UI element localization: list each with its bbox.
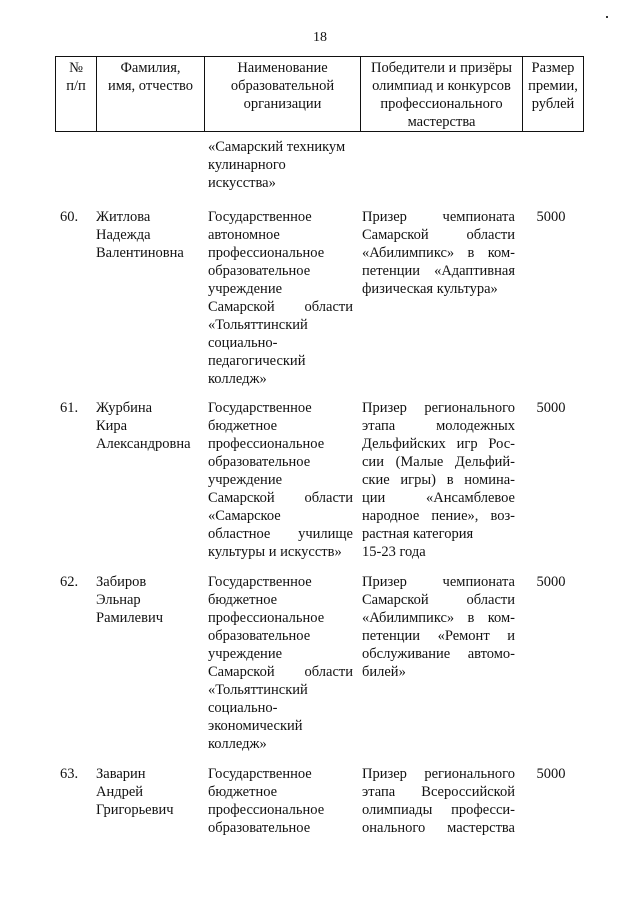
- text-line: билей»: [362, 664, 406, 680]
- text-line: педагогический: [208, 353, 306, 369]
- text-line: областное училище: [208, 526, 353, 542]
- text-line: ские игры) в номина-: [362, 472, 515, 488]
- text-line: «Абилимпикс» в ком-: [362, 610, 515, 626]
- text-line: экономический: [208, 718, 303, 734]
- text-line: автономное: [208, 227, 280, 243]
- row-number: 63.: [60, 766, 79, 782]
- text-line: профессиональное: [208, 436, 325, 452]
- header-line: Наименование: [237, 60, 328, 76]
- text-line: учреждение: [208, 281, 283, 297]
- header-name: [97, 57, 204, 131]
- text-line: обслуживание автомо-: [362, 646, 515, 662]
- prize-cell: [362, 573, 515, 681]
- text-line: Забиров: [96, 574, 147, 590]
- text-line: Государственное: [208, 209, 312, 225]
- row-number: 60.: [60, 209, 79, 225]
- text-line: Самарской области: [208, 490, 353, 506]
- header-line: организации: [243, 96, 322, 112]
- text-line: народное пение», воз-: [362, 508, 515, 524]
- row-number: 62.: [60, 574, 79, 590]
- text-line: образовательное: [208, 820, 311, 836]
- text-line: растная категория: [362, 526, 474, 542]
- text-line: «Самарское: [208, 508, 281, 524]
- text-line: Надежда: [96, 227, 151, 243]
- text-line: бюджетное: [208, 418, 278, 434]
- header-org: [205, 57, 360, 131]
- text-line: Кира: [96, 418, 128, 434]
- header-line: Фамилия,: [120, 60, 181, 76]
- text-line: Андрей: [96, 784, 144, 800]
- text-line: «Самарский техникум: [208, 139, 346, 155]
- text-line: Призер чемпионата: [362, 209, 515, 225]
- text-line: социально-: [208, 700, 278, 716]
- text-line: Самарской области: [362, 227, 515, 243]
- header-line: Размер: [531, 60, 575, 76]
- text-line: физическая культура»: [362, 281, 498, 297]
- text-line: петенции «Ремонт и: [362, 628, 515, 644]
- header-line: №: [69, 60, 83, 76]
- prize-cell: [362, 399, 515, 561]
- prize-cell: [362, 208, 515, 298]
- name-cell: [96, 573, 200, 627]
- org-cell: [208, 208, 353, 388]
- text-line: культуры и искусств»: [208, 544, 342, 560]
- text-line: этапа Всероссийской: [362, 784, 515, 800]
- text-line: Государственное: [208, 766, 312, 782]
- text-line: бюджетное: [208, 592, 278, 608]
- header-line: мастерства: [407, 114, 476, 130]
- text-line: бюджетное: [208, 784, 278, 800]
- prize-cell: [362, 765, 515, 837]
- scan-speck: [606, 16, 608, 18]
- text-line: петенции «Адаптивная: [362, 263, 515, 279]
- text-line: Житлова: [96, 209, 151, 225]
- amount-cell: 5000: [536, 574, 566, 590]
- text-line: образовательное: [208, 454, 311, 470]
- text-line: «Абилимпикс» в ком-: [362, 245, 515, 261]
- text-line: Эльнар: [96, 592, 141, 608]
- org-cell: [208, 765, 353, 837]
- name-cell: [96, 399, 200, 453]
- header-line: олимпиад и конкурсов: [372, 78, 511, 94]
- text-line: Журбина: [96, 400, 153, 416]
- text-line: «Тольяттинский: [208, 682, 308, 698]
- amount-cell: 5000: [536, 400, 566, 416]
- org-cell: [208, 399, 353, 561]
- text-line: Александровна: [96, 436, 191, 452]
- text-line: учреждение: [208, 472, 283, 488]
- org-cell: [208, 573, 353, 753]
- name-cell: [96, 765, 200, 819]
- text-line: ции «Ансамблевое: [362, 490, 515, 506]
- org-cell: [208, 138, 353, 192]
- text-line: искусства»: [208, 175, 276, 191]
- text-line: Григорьевич: [96, 802, 174, 818]
- header-prize: [361, 57, 522, 131]
- header-amount: [523, 57, 583, 131]
- header-line: профессионального: [380, 96, 503, 112]
- name-cell: [96, 208, 200, 262]
- text-line: онального мастерства: [362, 820, 515, 836]
- header-line: премии,: [528, 78, 578, 94]
- text-line: профессиональное: [208, 802, 325, 818]
- text-line: социально-: [208, 335, 278, 351]
- header-line: рублей: [531, 96, 575, 112]
- page-number: 18: [313, 30, 327, 45]
- text-line: колледж»: [208, 371, 267, 387]
- text-line: сии (Малые Дельфий-: [362, 454, 515, 470]
- header-line: п/п: [66, 78, 86, 94]
- text-line: Призер чемпионата: [362, 574, 515, 590]
- text-line: олимпиады професси-: [362, 802, 515, 818]
- text-line: 15-23 года: [362, 544, 426, 560]
- header-num: [56, 57, 96, 131]
- text-line: Рамилевич: [96, 610, 164, 626]
- text-line: профессиональное: [208, 245, 325, 261]
- text-line: Заварин: [96, 766, 146, 782]
- table-header: [55, 56, 584, 132]
- text-line: учреждение: [208, 646, 283, 662]
- row-number: 61.: [60, 400, 79, 416]
- header-line: образовательной: [230, 78, 335, 94]
- header-line: Победители и призёры: [371, 60, 512, 76]
- text-line: кулинарного: [208, 157, 286, 173]
- text-line: Призер регионального: [362, 400, 515, 416]
- text-line: Самарской области: [208, 664, 353, 680]
- text-line: Государственное: [208, 400, 312, 416]
- amount-cell: 5000: [536, 209, 566, 225]
- text-line: Самарской области: [362, 592, 515, 608]
- amount-cell: 5000: [536, 766, 566, 782]
- text-line: образовательное: [208, 628, 311, 644]
- text-line: колледж»: [208, 736, 267, 752]
- text-line: профессиональное: [208, 610, 325, 626]
- header-line: имя, отчество: [107, 78, 194, 94]
- text-line: «Тольяттинский: [208, 317, 308, 333]
- text-line: образовательное: [208, 263, 311, 279]
- text-line: этапа молодежных: [362, 418, 515, 434]
- text-line: Государственное: [208, 574, 312, 590]
- text-line: Валентиновна: [96, 245, 184, 261]
- text-line: Самарской области: [208, 299, 353, 315]
- text-line: Призер регионального: [362, 766, 515, 782]
- text-line: Дельфийских игр Рос-: [362, 436, 515, 452]
